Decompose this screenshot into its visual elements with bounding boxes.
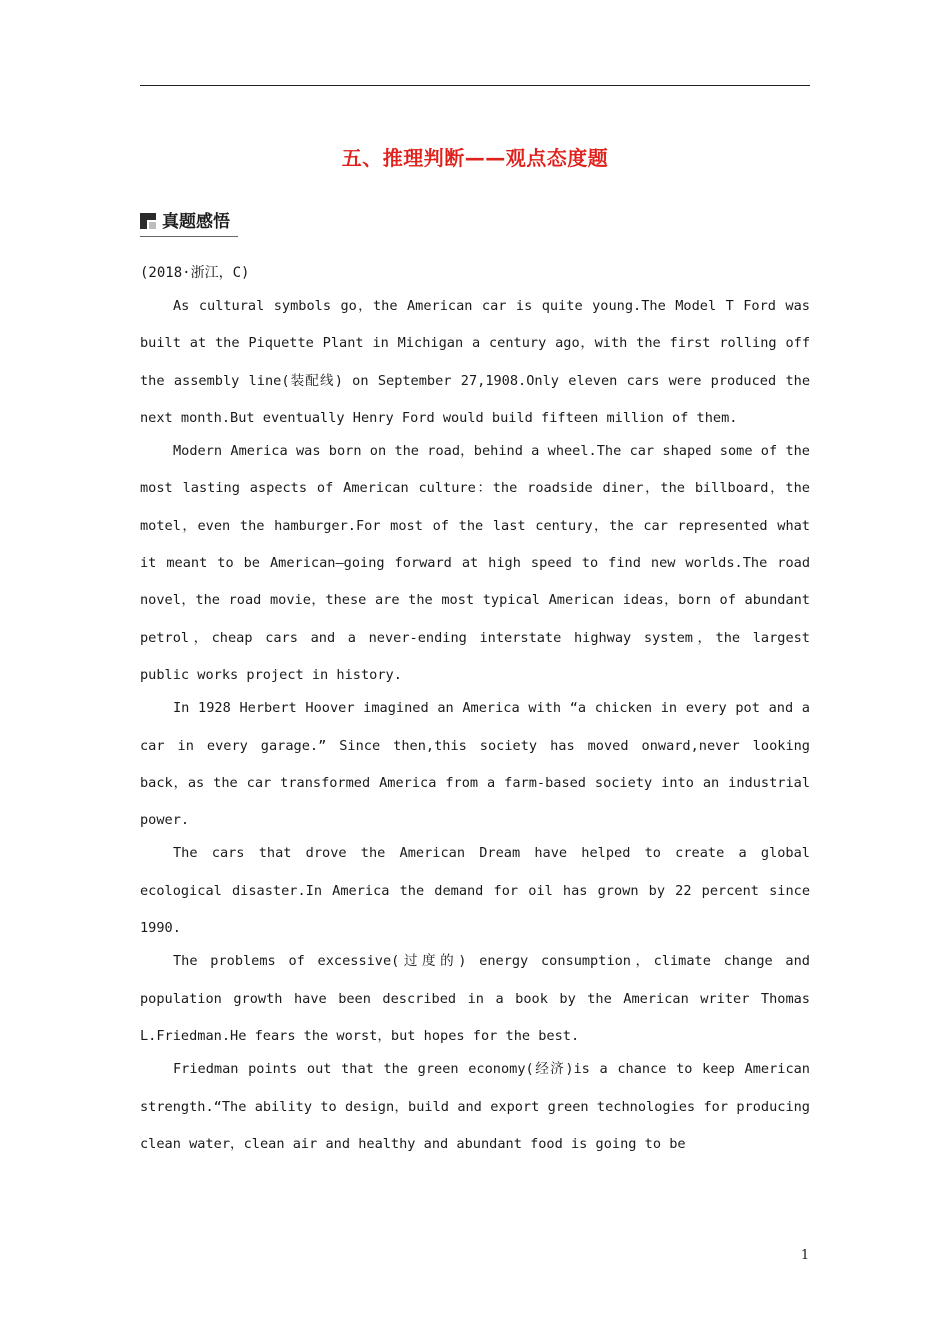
section-heading xyxy=(140,208,238,237)
page-title: 五、推理判断——观点态度题 xyxy=(341,146,609,170)
reading-passage xyxy=(140,288,810,1163)
paragraph: As cultural symbols go，the American car is quite young.The Model T Ford was built at the Piquette Plant in Michigan a century ago，with the first rolling off the assembly line(装配线) on September 27,1908.Only eleven cars were produced the next month.But eventually Henry Ford would build fifteen million of them. xyxy=(140,298,810,426)
page-number: 1 xyxy=(800,1248,810,1263)
paragraph: The cars that drove the American Dream have helped to create a global ecological disaster.In America the demand for oil has grown by 22 percent since 1990. xyxy=(140,845,810,937)
section-square-icon xyxy=(140,213,156,229)
question-source: (2018·浙江，C) xyxy=(140,265,250,281)
section-label: 真题感悟 xyxy=(162,212,230,232)
paragraph: The problems of excessive(过度的) energy consumption，climate change and population growth have been described in a book by the American writer Thomas L.Friedman.He fears the worst，but hopes for the best. xyxy=(140,953,810,1044)
header-rule xyxy=(140,85,810,86)
paragraph: In 1928 Herbert Hoover imagined an America with “a chicken in every pot and a car in every garage.” Since then,this society has moved onward,never looking back，as the car transformed America from a farm-based society into an industrial power. xyxy=(140,700,810,829)
paragraph: Friedman points out that the green economy(经济)is a chance to keep American strength.“The ability to design，build and export green technologies for producing clean water，clean air and healthy and abundant food is going to be xyxy=(140,1061,810,1152)
paragraph: Modern America was born on the road，behind a wheel.The car shaped some of the most lasting aspects of American culture：the roadside diner，the billboard，the motel，even the hamburger.For most of the last century，the car represented what it meant to be American—going forward at high speed to find new worlds.The road novel，the road movie，these are the most typical American ideas，born of abundant petrol，cheap cars and a never-ending interstate highway system，the largest public works project in history. xyxy=(140,443,810,683)
